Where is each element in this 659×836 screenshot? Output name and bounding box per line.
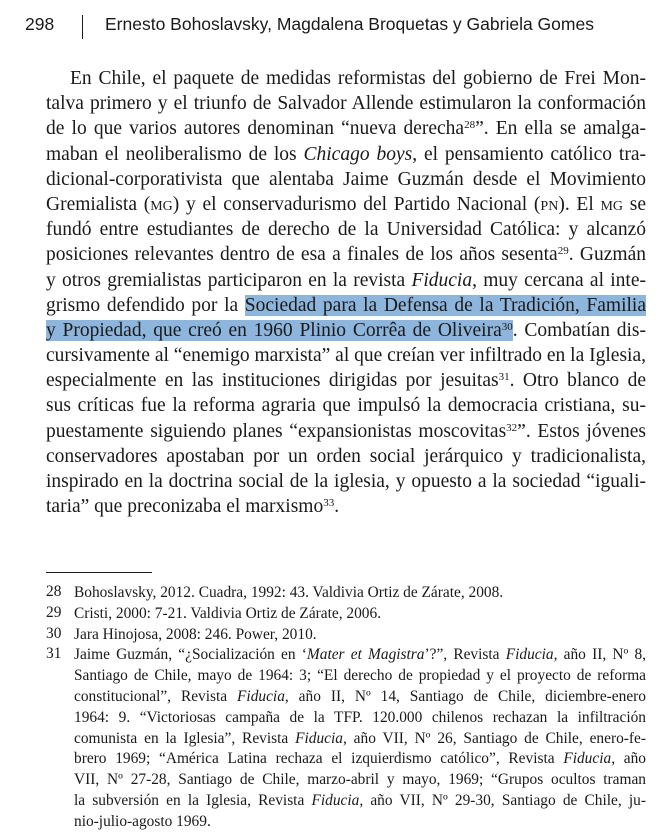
- text-line: maban el neoliberalismo de los Chicago boys, el pensamiento católico tra-: [46, 143, 646, 165]
- footnote: [46, 583, 646, 604]
- footnote: [46, 625, 646, 646]
- page-number: 298: [25, 14, 55, 34]
- footnote-ref: 33: [323, 497, 335, 510]
- footnote-line: Jara Hinojosa, 2008: 246. Power, 2010.: [74, 625, 317, 643]
- footnote-ref: 29: [557, 245, 569, 258]
- footnote: [46, 604, 646, 625]
- footnote-line: Bohoslavsky, 2012. Cuadra, 1992: 43. Valdivia Ortiz de Zárate, 2008.: [74, 584, 504, 601]
- text-line: inspirado en la doctrina social de la iglesia, y opuesto a la sociedad “iguali-: [46, 471, 646, 492]
- text-line: puestamente siguiendo planes “expansionistas moscovitas$^{32}$”. Estos jóvenes: [46, 420, 646, 442]
- body-paragraph: [46, 66, 646, 519]
- text-line: conservadores apostaban por un orden social jerárquico y tradicionalista,: [46, 445, 646, 467]
- footnote-line: la subversión en la Iglesia, Revista Fiducia, año VII, Nº 29-30, Santiago de Chile, ju-: [74, 791, 646, 809]
- footnote-line: constitucional”, Revista Fiducia, año II, Nº 14, Santiago de Chile, diciembre-enero: [74, 687, 646, 705]
- footnote-number: 28: [46, 583, 62, 600]
- footnote-divider: [46, 572, 152, 573]
- text-line: En Chile, el paquete de medidas reformistas del gobierno de Frei Mon-: [70, 68, 646, 89]
- footnote-number: 31: [46, 645, 62, 663]
- text-line: y Propiedad, que creó en 1960 Plinio Corrêa de Oliveira$^{30}$. Combatían dis-: [46, 319, 646, 341]
- footnote-line: Santiago de Chile, mayo de 1964: 3; “El derecho de propiedad y el proyecto de reforma: [74, 667, 646, 685]
- header-divider: [82, 15, 83, 39]
- footnote-line: Cristi, 2000: 7-21. Valdivia Ortiz de Zárate, 2006.: [74, 604, 382, 622]
- highlighted-text[interactable]: Sociedad para la Defensa de la Tradición, Familia: [244, 294, 646, 316]
- text-line: taria” que preconizaba el marxismo$^{33}$.: [46, 496, 340, 518]
- highlighted-text[interactable]: y Propiedad, que creó en 1960 Plinio Corrêa de Oliveira$^{30}$: [46, 319, 513, 341]
- footnote-line: 1964: 9. “Victoriosas campaña de la TFP. 120.000 chilenos rechazan la infiltración: [74, 708, 646, 726]
- text-line: y otros gremialistas participaron en la revista Fiducia, muy cercana al inte-: [46, 269, 646, 291]
- footnote-number: 30: [46, 624, 62, 642]
- footnotes: [46, 583, 646, 833]
- footnote-line: VII, Nº 27-28, Santiago de Chile, marzo-abril y mayo, 1969; “Grupos ocultos traman: [74, 771, 646, 789]
- running-head: Ernesto Bohoslavsky, Magdalena Broquetas y Gabriela Gomes: [105, 14, 594, 34]
- text-line: cursivamente al “enemigo marxista” al que creían ver infiltrado en la Iglesia,: [46, 345, 646, 367]
- footnote-ref: 30: [501, 320, 513, 333]
- footnote-line: comunista en la Iglesia”, Revista Fiducia, año VII, Nº 26, Santiago de Chile, enero-fe-: [74, 729, 646, 747]
- text-line: posiciones relevantes dentro de esa a finales de los años sesenta$^{29}$. Guzmán: [46, 244, 646, 266]
- footnote-line: nio-julio-agosto 1969.: [74, 812, 211, 830]
- text-line: talva primero y el triunfo de Salvador Allende estimularon la conformación: [46, 93, 646, 115]
- text-line: dicional-corporativista que alentaba Jaime Guzmán desde el Movimiento: [46, 168, 646, 190]
- footnote-ref: 31: [498, 371, 510, 384]
- footnote-line: Jaime Guzmán, “¿Socialización en ‘Mater et Magistra’?”, Revista Fiducia, año II, Nº 8,: [74, 646, 647, 664]
- text-line: grismo defendido por la Sociedad para la Defensa de la Tradición, Familia: [46, 294, 646, 316]
- footnote-line: brero 1969; “América Latina rechaza el izquierdismo católico”, Revista Fiducia, año: [74, 750, 646, 768]
- footnote-ref: 28: [464, 119, 476, 132]
- text-line: de lo que varios autores denominan “nueva derecha$^{28}$”. En ella se amalga-: [46, 118, 646, 140]
- text-line: sus críticas fue la reforma agraria que impulsó la democracia cristiana, su-: [46, 395, 646, 417]
- footnote-number: 29: [46, 603, 62, 621]
- footnote-ref: 32: [506, 421, 518, 434]
- footnote: [46, 645, 646, 832]
- text-line: especialmente en las instituciones dirigidas por jesuitas$^{31}$. Otro blanco de: [46, 370, 646, 392]
- page-header: [25, 14, 649, 40]
- text-line: fundó entre estudiantes de derecho de la Universidad Católica: y alcanzó: [46, 219, 646, 241]
- text-line: Gremialista (mg) y el conservadurismo del Partido Nacional (pn). El mg se: [46, 193, 647, 215]
